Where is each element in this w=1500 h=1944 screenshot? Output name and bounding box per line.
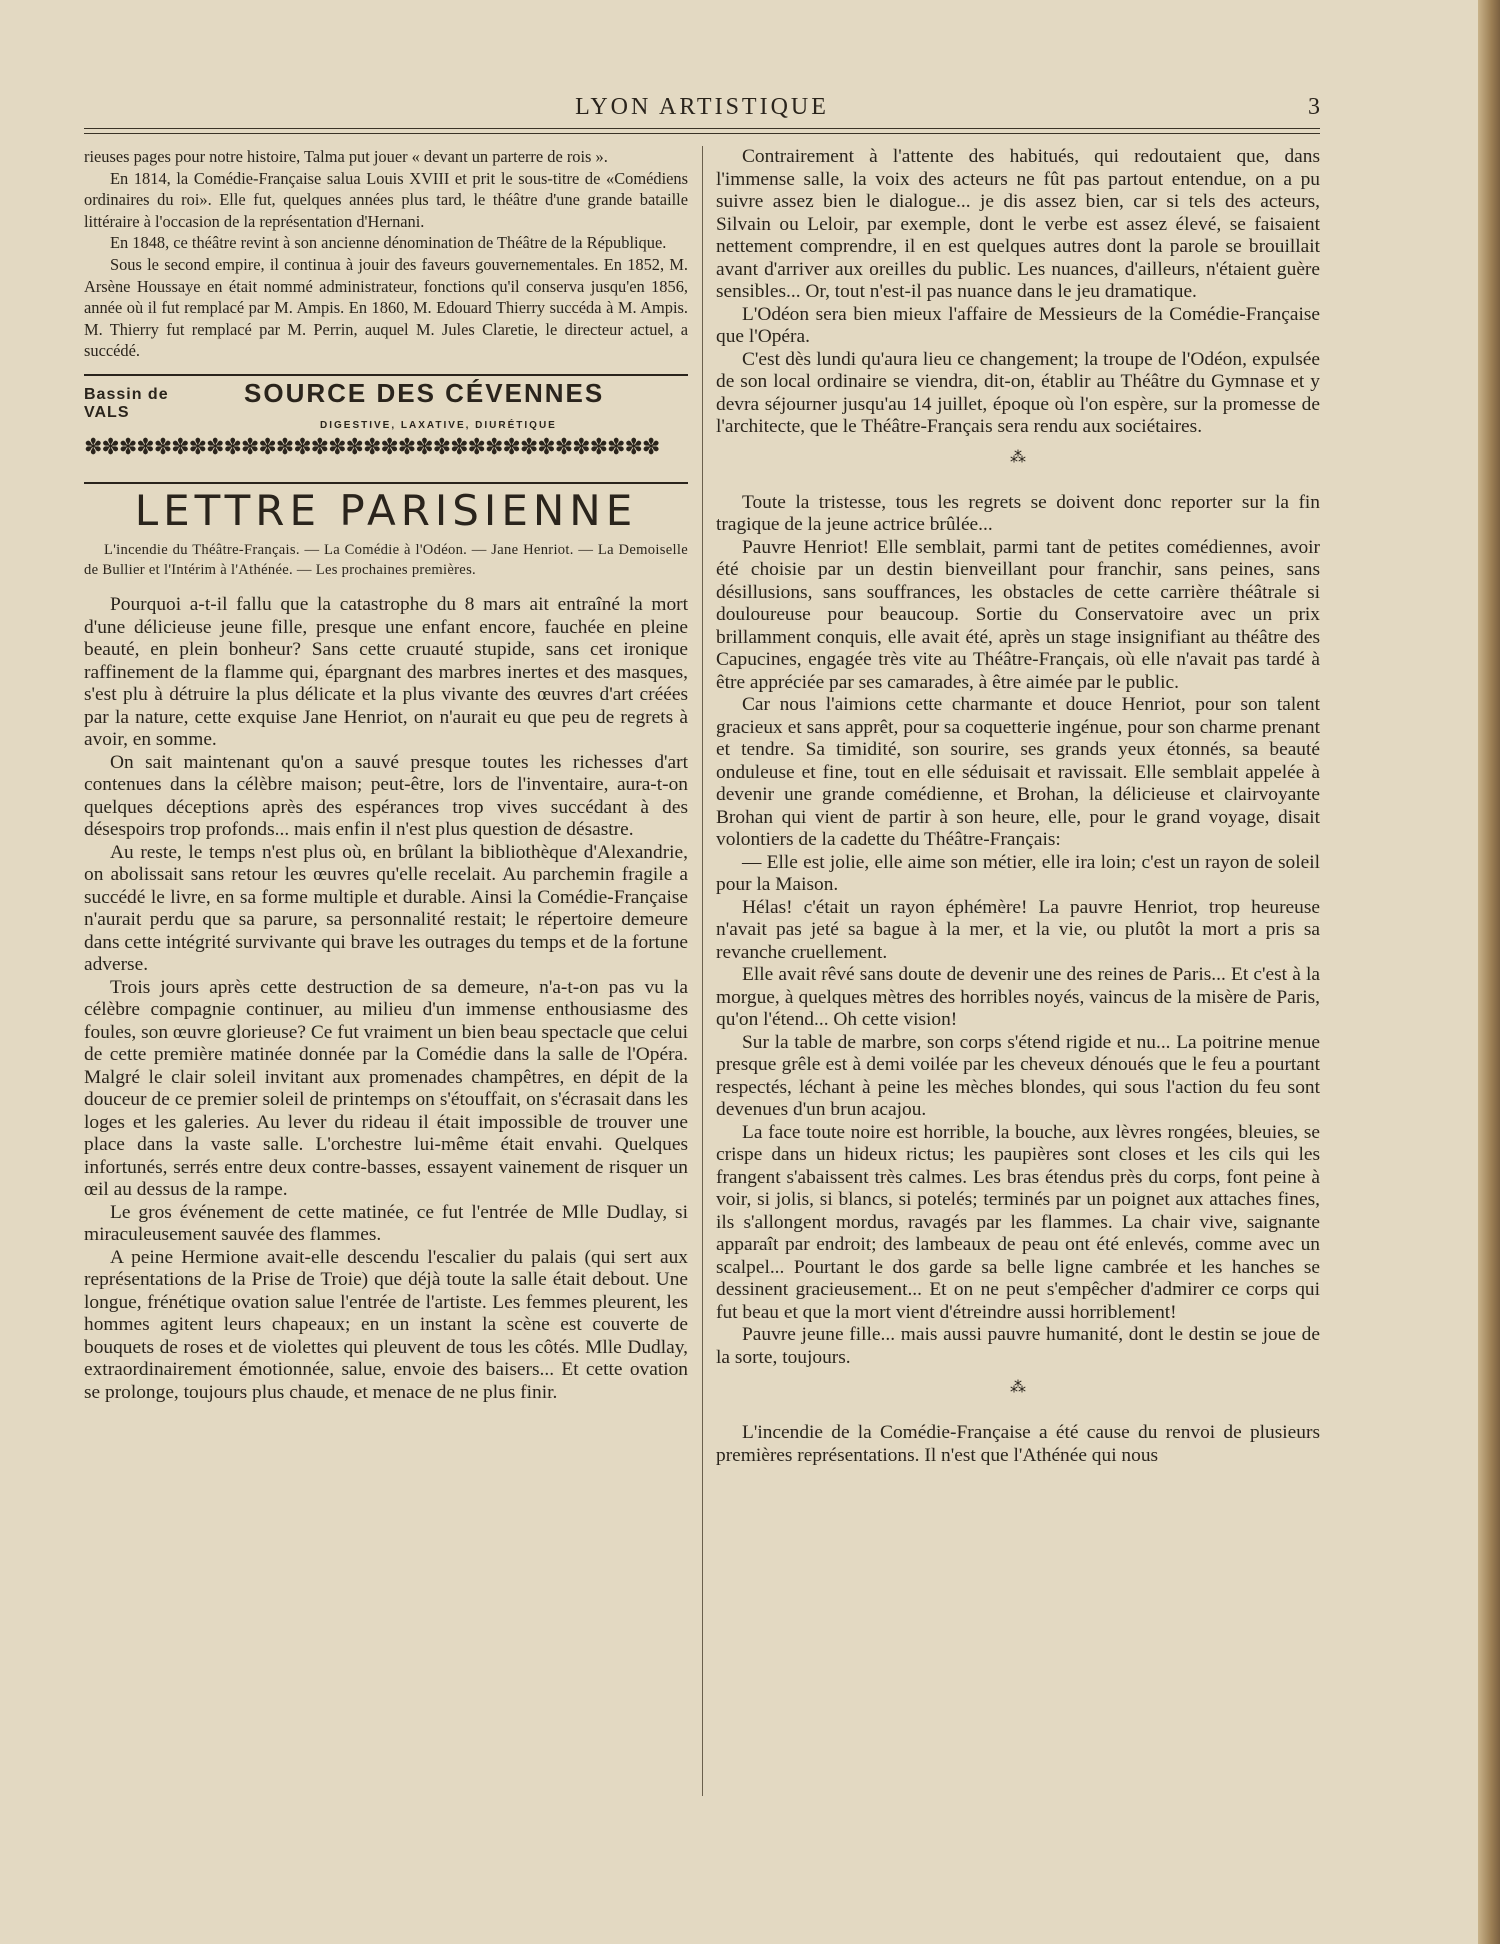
paragraph: Sous le second empire, il continua à jouir des faveurs gouvernementales. En 1852, M. Arsène Houssaye en était nommé administrateur, fonctions qu'il conserva jusqu'en 1856, année où il fut remplacé par M. Ampis. En 1860, M. Edouard Thierry succéda à M. Ampis. M. Thierry fut remplacé par M. Perrin, auquel M. Jules Claretie, le directeur actuel, a succédé. (84, 254, 688, 361)
paragraph: Car nous l'aimions cette charmante et douce Henriot, pour son talent gracieux et sans apprêt, pour sa coquetterie ingénue, pour son charme prenant et tendre. Sa timidité, son sourire, ses grands yeux étonnés, sa beauté onduleuse et fine, tout en elle séduisait et ravissait. Elle semblait appelée à devenir une grande comédienne, et Brohan, la délicieuse et clairvoyante Brohan qui vient de partir à son heure, elle, pour le grand voyage, disait volontiers de la cadette du Théâtre-Français: (716, 694, 1320, 850)
advertisement (84, 374, 688, 472)
paragraph: On sait maintenant qu'on a sauvé presque toutes les richesses d'art contenues dans la célèbre maison; peut-être, lors de l'inventaire, aura-t-on quelques déceptions après des espérances trop vives succédant à des désespoirs trop profonds... mais enfin il n'est plus question de désastre. (84, 751, 688, 841)
paragraph: A peine Hermione avait-elle descendu l'escalier du palais (qui sert aux représentations de la Prise de Troie) que déjà toute la salle était debout. Une longue, frénétique ovation salue l'entrée de l'artiste. Les femmes pleurent, les hommes agitent leurs chapeaux; en un instant la scène est couverte de bouquets de roses et de violettes qui pleuvent de tous les côtés. Mlle Dudlay, extraordinairement émotionnée, salue, envoie des baisers... Et cette ovation se prolonge, toujours plus chaude, et menace de ne plus finir. (84, 1246, 688, 1403)
paragraph: Le gros événement de cette matinée, ce fut l'entrée de Mlle Dudlay, si miraculeusement sauvée des flammes. (84, 1201, 688, 1246)
ad-label-line1: Bassin de (84, 385, 169, 403)
paragraph: La face toute noire est horrible, la bouche, aux lèvres rongées, bleuies, se crispe dans un hideux rictus; les paupières sont closes et les cils qui les frangent s'abaissent très calmes. Les bras étendus près du corps, font peine à voir, si jolis, si blancs, si potelés; terminés par un poignet aux attaches fines, ils s'allongent mordus, ravagés par les flammes. La chair vive, saignante apparaît par endroit; des lambeaux de peau ont été enlevés, comme avec un scalpel... Pourtant le dos garde sa belle ligne cambrée et les hanches se dessinent gracieusement... Et on ne peut s'empêcher d'admirer ce corps qui fut beau et que la mort vient d'étreindre aussi horriblement! (716, 1121, 1320, 1323)
paragraph: En 1814, la Comédie-Française salua Louis XVIII et prit le sous-titre de «Comédiens ordinaires du roi». Elle fut, quelques années plus tard, le théâtre d'une grande bataille littéraire à l'occasion de la représentation d'Hernani. (84, 168, 688, 231)
paragraph: Pourquoi a-t-il fallu que la catastrophe du 8 mars ait entraîné la mort d'une délicieuse jeune fille, presque une enfant encore, fauchée en pleine beauté, en plein bonheur? Sans cette cruauté stupide, sans cet ironique raffinement de la flamme qui, épargnant des marbres inertes et des masques, s'est plu à détruire la plus délicate et la plus vivante des œuvres d'art créées par la nature, cette exquise Jane Henriot, on n'aurait eu que peu de regrets à avoir, en somme. (84, 594, 688, 751)
ad-tagline: DIGESTIVE, LAXATIVE, DIURÉTIQUE (320, 419, 557, 431)
paragraph: Contrairement à l'attente des habitués, qui redoutaient que, dans l'immense salle, la voix des acteurs ne fût pas partout entendue, on a pu suivre assez bien le dialogue... je dis assez bien, car si tels des acteurs, Silvain ou Leloir, par exemple, dont le verbe est assez élevé, se faisaient nettement comprendre, il en est quelques autres dont la parole se brouillait avant d'arriver aux oreilles du public. Les nuances, d'ailleurs, n'étaient guère sensibles... Or, tout n'est-il pas nuance dans le jeu dramatique. (716, 146, 1320, 302)
section-separator: ⁂ (1010, 1379, 1026, 1396)
binding-edge (1478, 0, 1500, 1944)
paragraph: — Elle est jolie, elle aime son métier, elle ira loin; c'est un rayon de soleil pour la Maison. (716, 851, 1320, 895)
left-column (84, 146, 688, 1404)
paragraph: Trois jours après cette destruction de sa demeure, n'a-t-on pas vu la célèbre compagnie continuer, au milieu d'un immense enthousiasme des foules, son œuvre glorieuse? Ce fut vraiment un bien beau spectacle que celui de cette première matinée donnée par la Comédie dans la salle de l'Opéra. Malgré le clair soleil invitant aux promenades champêtres, en dépit de la douceur de ce premier soleil de printemps on s'étouffait, on s'écrasait dans les loges et les galeries. Au lever du rideau il était impossible de trouver une place dans la vaste salle. L'orchestre lui-même était envahi. Quelques infortunés, serrés entre deux contre-basses, essayent vainement de risquer un œil au dessus de la rampe. (84, 976, 688, 1201)
header-rule (84, 128, 1320, 134)
ad-ornament: ✽✽✽✽✽✽✽✽✽✽✽✽✽✽✽✽✽✽✽✽✽✽✽✽✽✽✽✽✽✽✽✽✽ (84, 435, 660, 459)
paragraph: Pauvre Henriot! Elle semblait, parmi tant de petites comédiennes, avoir été choisie par un destin bienveillant pour franchir, sans peines, sans désillusions, sans souffrances, les obstacles de cette carrière théâtrale si douloureuse pour beaucoup. Sortie du Conservatoire avec un prix brillamment conquis, elle avait été, après un stage insignifiant au théâtre des Capucines, engagée très vite au Théâtre-Français, où elle n'avait pas tardé à être appréciée par ses camarades, à être aimée par le public. (716, 536, 1320, 693)
paragraph: Hélas! c'était un rayon éphémère! La pauvre Henriot, trop heureuse n'avait pas jeté sa bague à la mer, et la vie, ou plutôt la mort a pris sa revanche cruellement. (716, 896, 1320, 963)
article-body (84, 594, 688, 1404)
ad-brand: SOURCE DES CÉVENNES (244, 377, 605, 408)
right-column (716, 146, 1320, 1467)
intro-text (84, 146, 688, 362)
paragraph: Sur la table de marbre, son corps s'étend rigide et nu... La poitrine menue presque grêle est à demi voilée par les cheveux dénoués que le feu a pourtant respectés, léchant à peine les mèches blondes, qui sous l'action du feu sont devenues d'un brun acajou. (716, 1031, 1320, 1120)
paragraph: Elle avait rêvé sans doute de devenir une des reines de Paris... Et c'est à la morgue, à quelques mètres des horribles noyés, vaincus de la misère de Paris, qu'on l'étend... Oh cette vision! (716, 964, 1320, 1030)
article-title: LETTRE PARISIENNE (134, 485, 638, 535)
page-header (84, 90, 1320, 126)
paragraph: L'incendie de la Comédie-Française a été cause du renvoi de plusieurs premières représentations. Il n'est que l'Athénée qui nous (716, 1422, 1320, 1466)
ad-label-line2: VALS (84, 403, 130, 421)
section-rule (84, 482, 688, 484)
journal-title: LYON ARTISTIQUE (575, 94, 829, 120)
page-number: 3 (1308, 94, 1320, 120)
paragraph: En 1848, ce théâtre revint à son ancienne dénomination de Théâtre de la République. (110, 233, 667, 253)
paragraph: Au reste, le temps n'est plus où, en brûlant la bibliothèque d'Alexandrie, on abolissait sans retour les œuvres qu'elle recelait. Au parchemin fragile a succédé le livre, en sa forme multiple et durable. Ainsi la Comédie-Française n'aurait perdu que sa parure, sa personnalité restait; le répertoire demeure dans cette intégrité survivante qui brave les outrages du temps et de la fortune adverse. (84, 841, 688, 976)
ad-location (84, 386, 169, 422)
paragraph: C'est dès lundi qu'aura lieu ce changement; la troupe de l'Odéon, expulsée de son local ordinaire se viendra, dit-on, établir au Théâtre du Gymnase et y devra séjourner jusqu'au 14 juillet, époque où l'on espère, sur la promesse de l'architecte, que le Théâtre-Français sera rendu aux sociétaires. (716, 348, 1320, 437)
paragraph: L'Odéon sera bien mieux l'affaire de Messieurs de la Comédie-Française que l'Opéra. (716, 303, 1320, 347)
paragraph: Toute la tristesse, tous les regrets se doivent donc reporter sur la fin tragique de la jeune actrice brûlée... (716, 491, 1320, 535)
article-summary: L'incendie du Théâtre-Français. — La Comédie à l'Odéon. — Jane Henriot. — La Demoiselle de Bullier et l'Intérim à l'Athénée. — Les prochaines premières. (84, 542, 688, 579)
paragraph: Pauvre jeune fille... mais aussi pauvre humanité, dont le destin se joue de la sorte, toujours. (716, 1324, 1320, 1368)
paragraph: rieuses pages pour notre histoire, Talma put jouer « devant un parterre de rois ». (84, 147, 608, 166)
column-divider (702, 146, 703, 1796)
section-separator: ⁂ (1010, 448, 1026, 466)
